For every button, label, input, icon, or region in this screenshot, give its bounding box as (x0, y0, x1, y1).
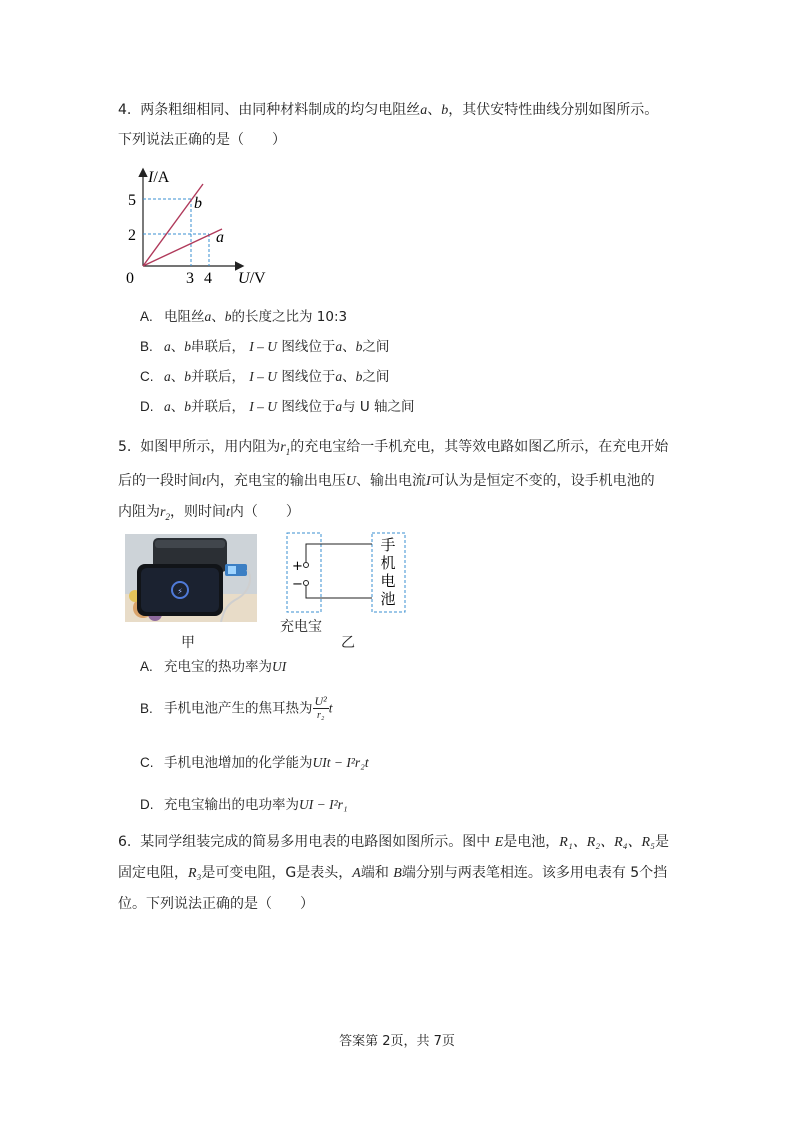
q4-iv-chart (112, 162, 292, 292)
joule-heat-fraction: $\frac{\text{U²}}{\text{r₂}}$ (314, 694, 327, 721)
q4-stem-line2: 下列说法正确的是（ ） (118, 132, 286, 148)
q6-line1: 6. 某同学组装完成的简易多用电表的电路图如图所示。图中 E是电池，R₁、R₂、R₄、R₅是 (118, 834, 669, 850)
q5-option-c: C. 手机电池增加的化学能为UIt − I²r₂t (140, 755, 369, 771)
fig-jia-caption: 甲 (181, 635, 195, 651)
phone-char-4: 池 (380, 590, 396, 608)
q5-line2: 后的一段时间t内，充电宝的输出电压U、输出电流I可认为是恒定不变的，设手机电池的 (118, 473, 655, 489)
phone-char-2: 机 (380, 554, 396, 572)
line-b-label: b (194, 195, 202, 212)
x-tick-3: 3 (186, 270, 194, 287)
q5-option-a: A. 充电宝的热功率为UI (140, 659, 287, 675)
phone-char-3: 电 (380, 572, 396, 590)
page-footer: 答案第 2页，共 7页 (339, 1034, 455, 1049)
fig-yi-caption: 乙 (341, 635, 355, 651)
q4-option-c: C. a、b并联后， I – U 图线位于a、b之间 (140, 369, 390, 385)
power-bank-photo (125, 534, 257, 622)
y-axis-label: I/A (148, 169, 170, 186)
q5-line3: 内阻为$r_2$，则时间t内（ ） (118, 504, 300, 522)
q5-option-b: B. 手机电池产生的焦耳热为 $\frac{\text{U²}}{\text{r₂}}$ t (140, 694, 333, 721)
q6-line3: 位。下列说法正确的是（ ） (118, 896, 314, 912)
origin-label: 0 (126, 270, 134, 287)
q4-option-b: B. a、b串联后， I – U 图线位于a、b之间 (140, 339, 390, 355)
svg-text:⚡: ⚡ (177, 587, 183, 596)
line-a-label: a (216, 229, 224, 246)
plus-terminal: + (292, 559, 303, 574)
q5-line1: 5. 如图甲所示，用内阻为$r_1$的充电宝给一手机充电，其等效电路如图乙所示，在充电开始 (118, 439, 669, 457)
line-a (143, 229, 222, 266)
x-tick-4: 4 (204, 270, 212, 287)
equivalent-circuit (278, 530, 412, 614)
q6-line2: 固定电阻，R₃是可变电阻，G是表头，A端和 B端分别与两表笔相连。该多用电表有 5个挡 (118, 865, 668, 881)
power-bank-label: 充电宝 (280, 619, 322, 635)
phone-char-1: 手 (380, 536, 396, 554)
y-tick-2: 2 (128, 227, 136, 244)
q4-option-d: D. a、b并联后， I – U 图线位于a与 U 轴之间 (140, 399, 415, 415)
minus-terminal: − (292, 577, 303, 592)
q4-option-a: A. 电阻丝a、b的长度之比为 10:3 (140, 309, 348, 325)
y-tick-5: 5 (128, 192, 136, 209)
q5-option-d: D. 充电宝输出的电功率为UI − I²r₁ (140, 797, 348, 813)
x-axis-label: U/V (238, 270, 266, 287)
q4-stem-line1: 4. 两条粗细相同、由同种材料制成的均匀电阻丝a、b，其伏安特性曲线分别如图所示。 (118, 102, 659, 118)
